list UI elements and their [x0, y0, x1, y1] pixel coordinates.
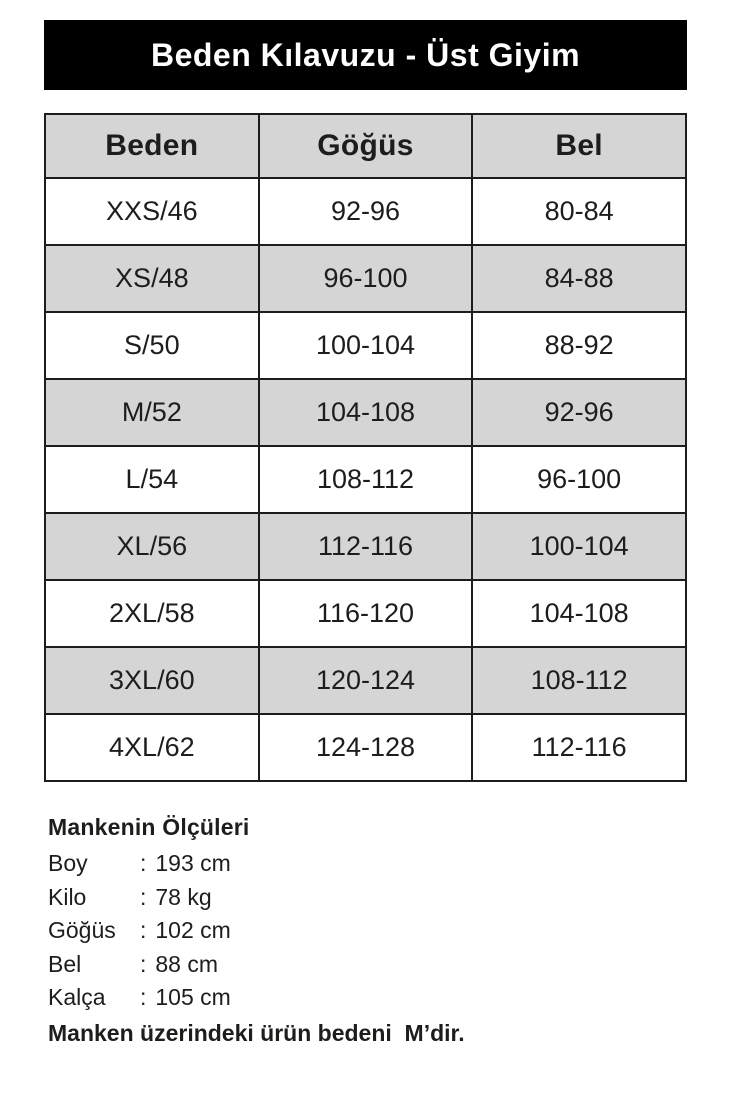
size-table-body: [45, 178, 686, 781]
table-cell: 96-100: [472, 446, 686, 513]
table-cell: 92-96: [472, 379, 686, 446]
measurement-value: 88 cm: [155, 950, 219, 977]
page-title: Beden Kılavuzu - Üst Giyim: [150, 36, 581, 73]
table-cell: 104-108: [259, 379, 473, 446]
column-header-gogus: Göğüs: [259, 114, 473, 178]
table-cell: 2XL/58: [45, 580, 259, 647]
column-header-beden: Beden: [45, 114, 259, 178]
table-cell: 112-116: [259, 513, 473, 580]
measurement-colon: :: [140, 950, 147, 977]
table-row: [45, 580, 686, 647]
measurement-value: 105 cm: [155, 984, 231, 1010]
measurement-value: 193 cm: [155, 850, 231, 876]
table-row: [45, 178, 686, 245]
table-cell: 108-112: [259, 446, 473, 513]
table-cell: 4XL/62: [45, 714, 259, 781]
table-cell: 120-124: [259, 647, 473, 714]
measurement-value: 102 cm: [155, 917, 231, 943]
size-guide-table: [44, 113, 687, 782]
table-cell: M/52: [45, 379, 259, 446]
table-cell: 84-88: [472, 245, 686, 312]
size-table-header: [45, 114, 686, 178]
table-cell: 80-84: [472, 178, 686, 245]
table-cell: 100-104: [259, 312, 473, 379]
table-cell: L/54: [45, 446, 259, 513]
table-cell: 92-96: [259, 178, 473, 245]
measurement-colon: :: [140, 917, 147, 943]
table-cell: XXS/46: [45, 178, 259, 245]
table-row: [45, 647, 686, 714]
model-size-note: Manken üzerindeki ürün bedeni M’dir.: [48, 1019, 465, 1046]
table-row: [45, 714, 686, 781]
table-row: [45, 312, 686, 379]
table-cell: S/50: [45, 312, 259, 379]
measurements-heading: Mankenin Ölçüleri: [48, 814, 250, 840]
measurement-label: Boy: [48, 850, 88, 876]
measurement-label: Kilo: [48, 883, 87, 910]
table-cell: XS/48: [45, 245, 259, 312]
measurement-colon: :: [140, 850, 147, 876]
measurement-row-bel: [48, 948, 687, 982]
measurement-label: Kalça: [48, 984, 106, 1010]
measurement-row-gogus: [48, 914, 687, 948]
size-guide-title-bar: [44, 20, 687, 90]
table-cell: 88-92: [472, 312, 686, 379]
table-cell: XL/56: [45, 513, 259, 580]
table-row: [45, 245, 686, 312]
table-cell: 96-100: [259, 245, 473, 312]
measurement-row-kilo: [48, 881, 687, 915]
measurement-row-kalca: [48, 981, 687, 1015]
header-row: [45, 114, 686, 178]
measurement-row-boy: [48, 847, 687, 881]
table-row: [45, 446, 686, 513]
table-cell: 112-116: [472, 714, 686, 781]
measurement-value: 78 kg: [155, 883, 212, 910]
model-measurements: [48, 814, 687, 1050]
measurement-colon: :: [140, 883, 147, 910]
table-cell: 116-120: [259, 580, 473, 647]
table-cell: 108-112: [472, 647, 686, 714]
table-cell: 3XL/60: [45, 647, 259, 714]
table-cell: 104-108: [472, 580, 686, 647]
table-cell: 100-104: [472, 513, 686, 580]
table-cell: 124-128: [259, 714, 473, 781]
table-row: [45, 379, 686, 446]
measurement-label: Göğüs: [48, 917, 116, 943]
measurement-colon: :: [140, 984, 147, 1010]
column-header-bel: Bel: [472, 114, 686, 178]
measurement-label: Bel: [48, 950, 82, 977]
table-row: [45, 513, 686, 580]
